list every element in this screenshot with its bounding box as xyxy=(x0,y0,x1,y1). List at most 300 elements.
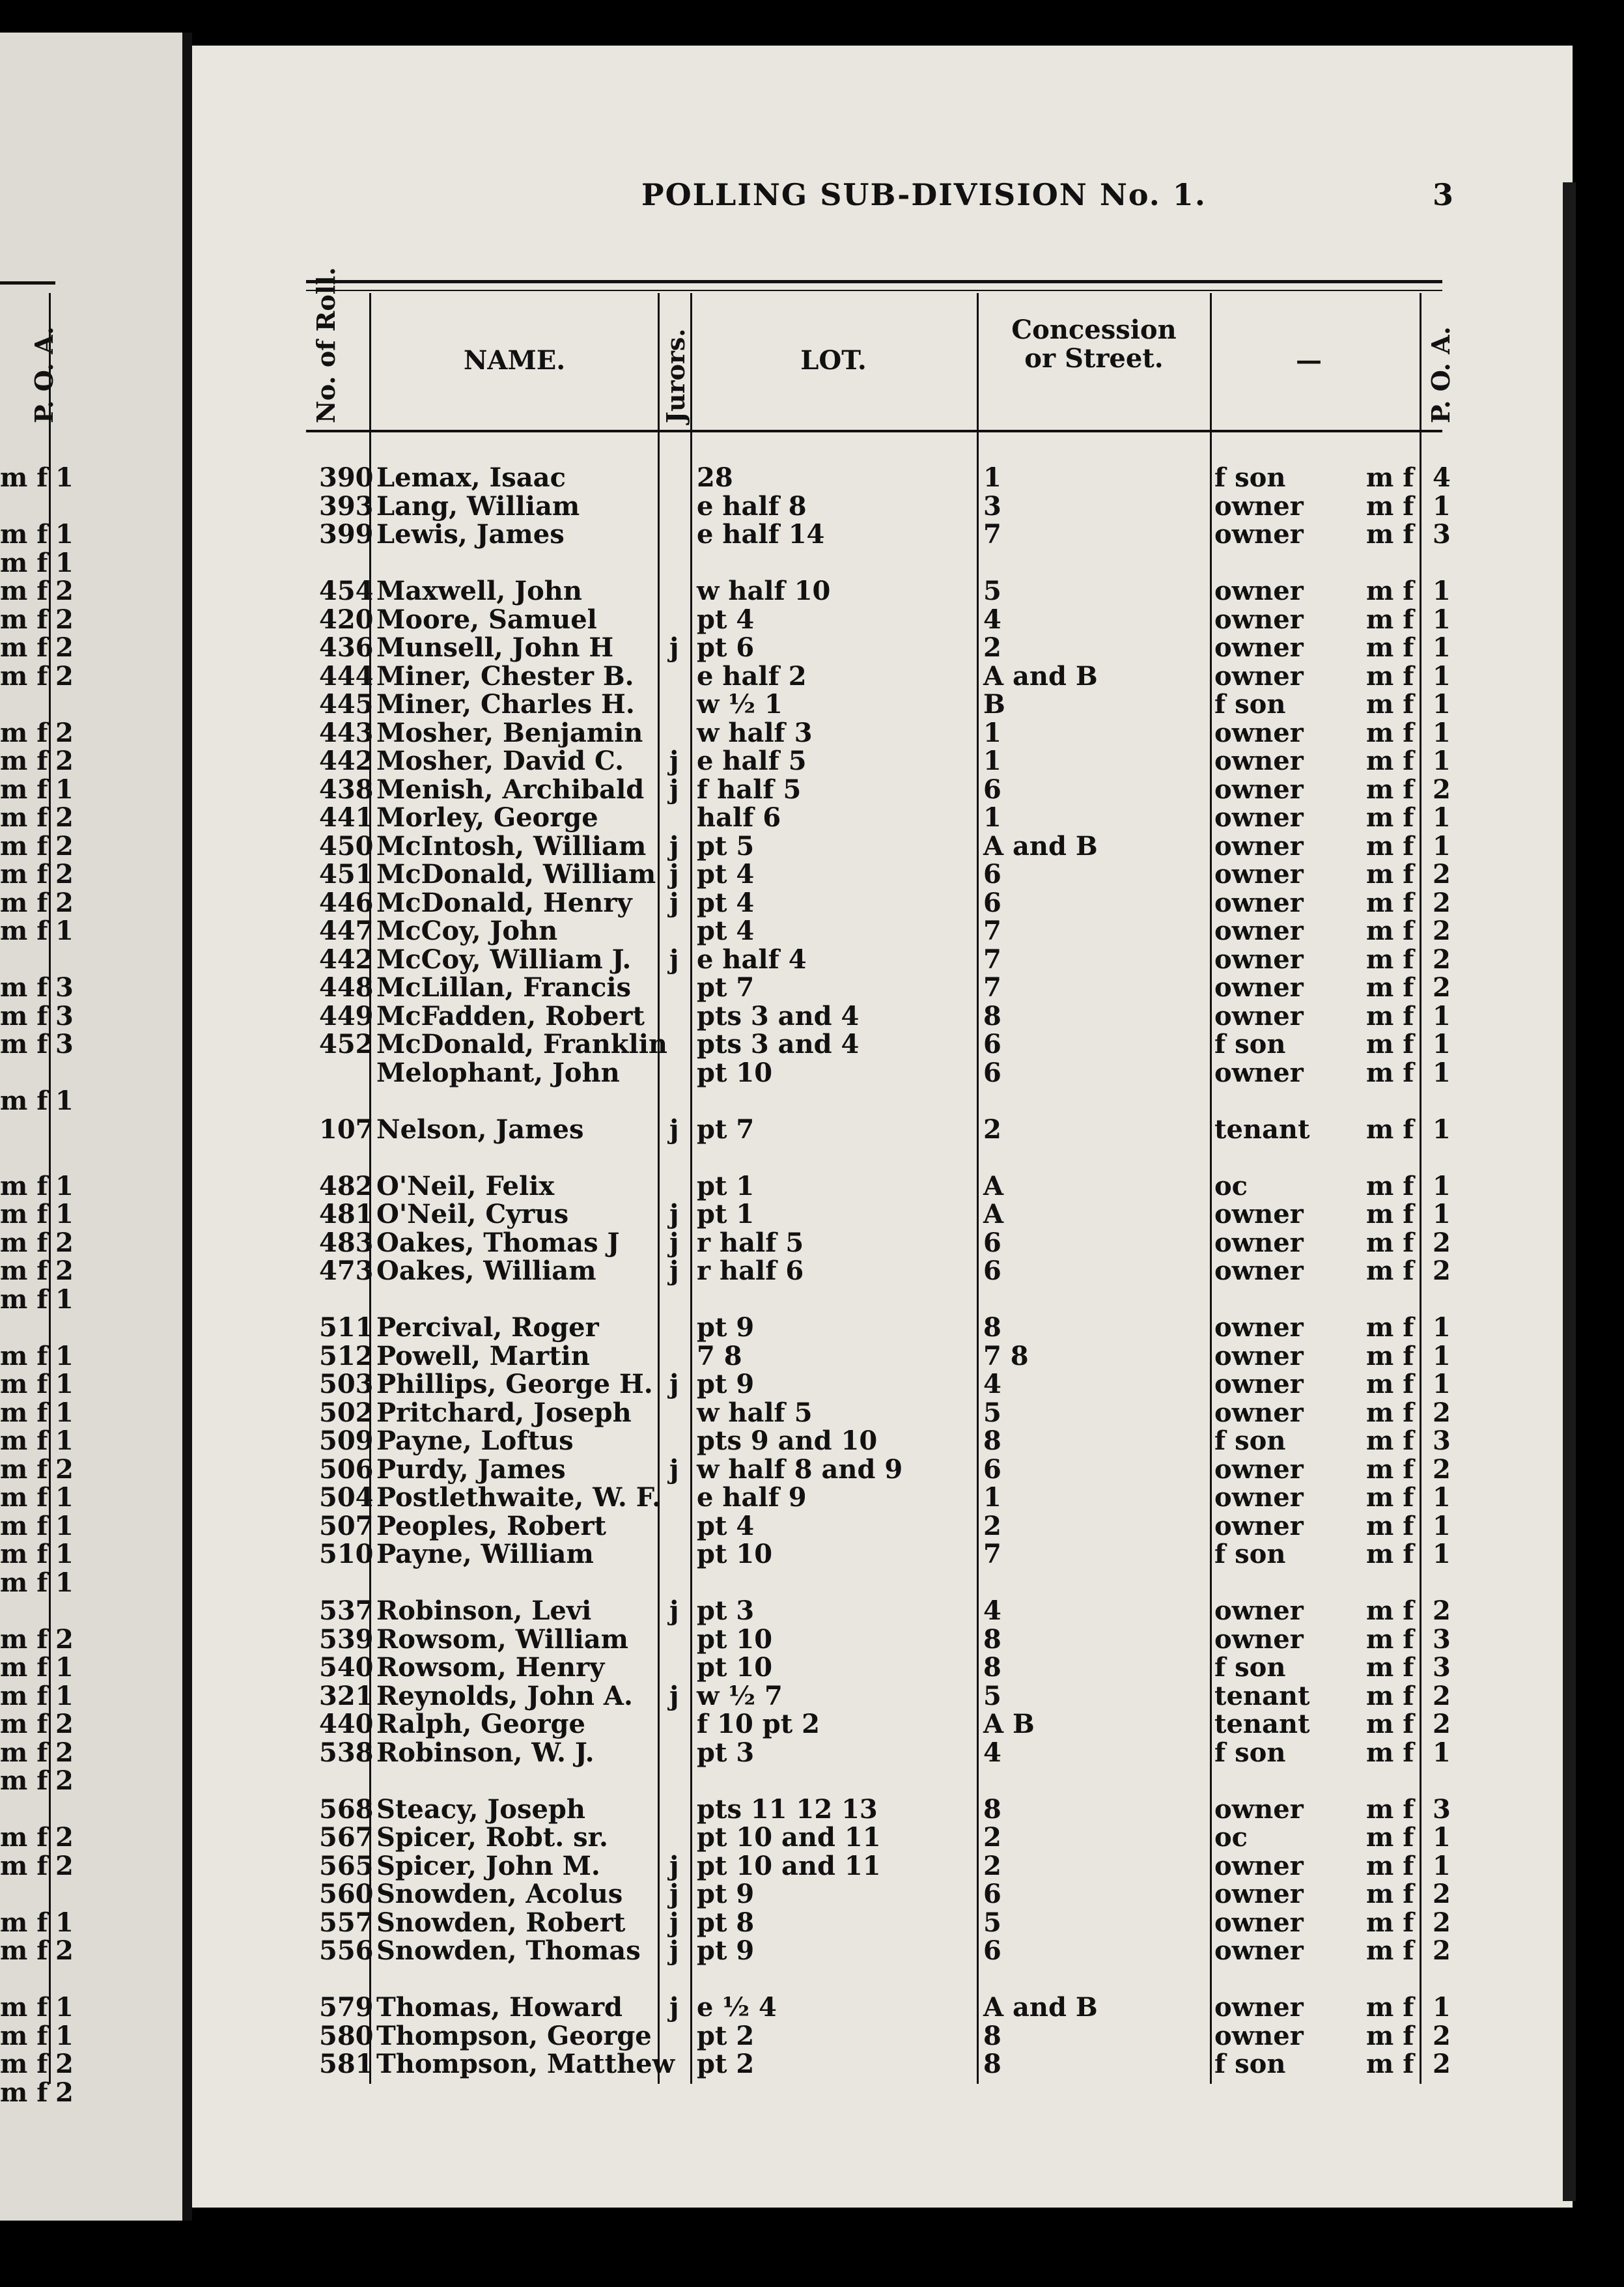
juror-mark: j xyxy=(669,774,679,805)
sex: m f xyxy=(1366,1623,1414,1655)
sex: m f xyxy=(1366,1652,1414,1683)
juror-mark: j xyxy=(669,859,679,890)
voter-row xyxy=(0,577,1624,605)
roll-number: 510 xyxy=(319,1539,374,1569)
voter-row xyxy=(0,2022,1624,2050)
concession: 6 xyxy=(983,1935,1001,1966)
voter-row xyxy=(0,1030,1624,1058)
roll-number: 502 xyxy=(319,1397,374,1428)
concession: A xyxy=(983,1170,1004,1201)
sex: m f xyxy=(1366,1057,1414,1088)
voter-name: McLillan, Francis xyxy=(376,972,632,1003)
poa-number: 1 xyxy=(1433,1822,1451,1853)
lot: pt 9 xyxy=(697,1369,755,1399)
poa-number: 1 xyxy=(1433,660,1451,692)
lot: pt 4 xyxy=(697,859,755,890)
voter-name: Payne, Loftus xyxy=(376,1425,574,1456)
sex: m f xyxy=(1366,1425,1414,1456)
lot: pt 7 xyxy=(697,1114,755,1145)
top-rule xyxy=(306,280,1442,283)
left-page-row xyxy=(0,1483,182,1511)
poa-number: 1 xyxy=(1433,1369,1451,1399)
left-sex: m f xyxy=(0,1567,48,1598)
juror-mark: j xyxy=(669,1227,679,1258)
voter-name: Thompson, Matthew xyxy=(376,2049,675,2079)
poa-number: 3 xyxy=(1433,1623,1451,1655)
lot: r half 5 xyxy=(697,1227,804,1258)
concession: 8 xyxy=(983,1425,1001,1456)
status: owner xyxy=(1214,490,1304,522)
status: tenant xyxy=(1214,1680,1310,1711)
concession: 2 xyxy=(983,1850,1001,1881)
poa-number: 1 xyxy=(1433,1000,1451,1031)
status: owner xyxy=(1214,1510,1304,1541)
voter-row xyxy=(0,464,1624,492)
status: owner xyxy=(1214,1199,1304,1229)
roll-number: 507 xyxy=(319,1510,374,1541)
sex: m f xyxy=(1366,519,1414,550)
concession: A and B xyxy=(983,660,1098,692)
sex: m f xyxy=(1366,859,1414,890)
sex: m f xyxy=(1366,1369,1414,1399)
concession: 4 xyxy=(983,604,1001,635)
lot: pt 9 xyxy=(697,1312,755,1343)
left-sex: m f xyxy=(0,1369,48,1399)
header-bottom-rule xyxy=(306,430,1442,432)
status: owner xyxy=(1214,717,1304,748)
left-poa-number: 3 xyxy=(55,1029,74,1059)
left-sex: m f xyxy=(0,916,48,946)
left-sex: m f xyxy=(0,774,48,805)
roll-number: 509 xyxy=(319,1425,374,1456)
status: f son xyxy=(1214,1737,1286,1768)
voter-name: Munsell, John H xyxy=(376,632,614,663)
sex: m f xyxy=(1366,774,1414,805)
voter-name: Moore, Samuel xyxy=(376,604,597,635)
left-page-row xyxy=(0,1455,182,1483)
voter-row xyxy=(0,634,1624,662)
col-header-dash: — xyxy=(1296,345,1322,376)
voter-name: Robinson, Levi xyxy=(376,1595,592,1626)
roll-number: 449 xyxy=(319,1000,374,1031)
left-sex: m f xyxy=(0,1822,48,1853)
lot: pt 10 xyxy=(697,1539,773,1569)
sex: m f xyxy=(1366,462,1414,493)
lot: f half 5 xyxy=(697,774,802,805)
voter-name: Lewis, James xyxy=(376,519,565,550)
status: owner xyxy=(1214,1482,1304,1513)
sex: m f xyxy=(1366,689,1414,720)
voter-row xyxy=(0,974,1624,1002)
juror-mark: j xyxy=(669,1879,679,1909)
left-poa-number: 2 xyxy=(55,1227,74,1258)
concession: 6 xyxy=(983,887,1001,918)
voter-row xyxy=(0,1399,1624,1427)
status: owner xyxy=(1214,746,1304,776)
left-poa-number: 2 xyxy=(55,1737,74,1768)
lot: pts 11 12 13 xyxy=(697,1793,878,1825)
voter-name: Purdy, James xyxy=(376,1453,566,1485)
left-sex: m f xyxy=(0,2020,48,2051)
poa-number: 2 xyxy=(1433,859,1451,890)
left-poa-number: 1 xyxy=(55,1567,74,1598)
roll-number: 445 xyxy=(319,689,374,720)
left-sex: m f xyxy=(0,1680,48,1711)
voter-name: Reynolds, John A. xyxy=(376,1680,633,1711)
sex: m f xyxy=(1366,972,1414,1003)
status: owner xyxy=(1214,1793,1304,1825)
concession: 4 xyxy=(983,1737,1001,1768)
concession: 8 xyxy=(983,2020,1001,2051)
page-number: 3 xyxy=(1433,177,1454,212)
poa-number: 3 xyxy=(1433,519,1451,550)
status: oc xyxy=(1214,1170,1248,1201)
lot: pt 4 xyxy=(697,887,755,918)
voter-name: McDonald, Franklin xyxy=(376,1029,667,1059)
left-poa-number: 1 xyxy=(55,1369,74,1399)
left-page-row xyxy=(0,889,182,917)
juror-mark: j xyxy=(669,1935,679,1966)
voter-name: Powell, Martin xyxy=(376,1340,590,1371)
voter-name: O'Neil, Felix xyxy=(376,1170,555,1201)
concession: 6 xyxy=(983,1029,1001,1059)
roll-number: 538 xyxy=(319,1737,374,1768)
voter-row xyxy=(0,1427,1624,1455)
concession: 2 xyxy=(983,1114,1001,1145)
left-poa-number: 3 xyxy=(55,1000,74,1031)
poa-number: 1 xyxy=(1433,632,1451,663)
status: tenant xyxy=(1214,1114,1310,1145)
left-poa-number: 2 xyxy=(55,2049,74,2079)
status: owner xyxy=(1214,1000,1304,1031)
concession: 2 xyxy=(983,1822,1001,1853)
status: owner xyxy=(1214,887,1304,918)
voter-row xyxy=(0,1200,1624,1228)
lot: pt 4 xyxy=(697,1510,755,1541)
status: owner xyxy=(1214,1340,1304,1371)
left-page-row xyxy=(0,1087,182,1115)
left-page-row xyxy=(0,1427,182,1455)
voter-row xyxy=(0,946,1624,974)
voter-row xyxy=(0,889,1624,917)
status: owner xyxy=(1214,519,1304,550)
lot: w half 10 xyxy=(697,576,831,606)
status: owner xyxy=(1214,1227,1304,1258)
juror-mark: j xyxy=(669,1850,679,1881)
sex: m f xyxy=(1366,1539,1414,1569)
poa-number: 1 xyxy=(1433,576,1451,606)
page-title: POLLING SUB-DIVISION No. 1. xyxy=(641,177,1207,212)
left-page-row xyxy=(0,464,182,492)
poa-number: 4 xyxy=(1433,462,1451,493)
roll-number: 454 xyxy=(319,576,374,606)
left-page-row xyxy=(0,1739,182,1767)
left-sex: m f xyxy=(0,1652,48,1683)
sex: m f xyxy=(1366,1793,1414,1825)
status: tenant xyxy=(1214,1709,1310,1739)
left-page-row xyxy=(0,2079,182,2107)
left-sex: m f xyxy=(0,1425,48,1456)
voter-name: Pritchard, Joseph xyxy=(376,1397,632,1428)
sex: m f xyxy=(1366,1312,1414,1343)
voter-name: Nelson, James xyxy=(376,1114,584,1145)
status: owner xyxy=(1214,1312,1304,1343)
sex: m f xyxy=(1366,887,1414,918)
poa-number: 2 xyxy=(1433,887,1451,918)
voter-row xyxy=(0,776,1624,804)
left-page-row xyxy=(0,520,182,548)
poa-number: 1 xyxy=(1433,604,1451,635)
voter-row xyxy=(0,1852,1624,1880)
juror-mark: j xyxy=(669,1199,679,1229)
poa-number: 2 xyxy=(1433,1935,1451,1966)
lot: pt 3 xyxy=(697,1737,755,1768)
page-header xyxy=(0,177,1624,223)
voter-name: McFadden, Robert xyxy=(376,1000,645,1031)
concession: 2 xyxy=(983,632,1001,663)
status: f son xyxy=(1214,1425,1286,1456)
voter-row xyxy=(0,662,1624,690)
sex: m f xyxy=(1366,1935,1414,1966)
voter-row xyxy=(0,1823,1624,1851)
poa-number: 2 xyxy=(1433,1879,1451,1909)
lot: pt 3 xyxy=(697,1595,755,1626)
poa-number: 1 xyxy=(1433,1737,1451,1768)
status: f son xyxy=(1214,1029,1286,1059)
left-page-row xyxy=(0,2050,182,2078)
voter-row xyxy=(0,1059,1624,1087)
lot: pts 9 and 10 xyxy=(697,1425,878,1456)
left-sex: m f xyxy=(0,1935,48,1966)
left-page-row xyxy=(0,804,182,832)
voter-name: McDonald, William xyxy=(376,859,656,890)
poa-number: 1 xyxy=(1433,802,1451,833)
lot: pt 10 xyxy=(697,1623,773,1655)
roll-number: 393 xyxy=(319,490,374,522)
lot: pt 4 xyxy=(697,604,755,635)
voter-row xyxy=(0,1002,1624,1030)
poa-number: 2 xyxy=(1433,1595,1451,1626)
voter-row xyxy=(0,1540,1624,1568)
poa-number: 1 xyxy=(1433,1114,1451,1145)
status: f son xyxy=(1214,689,1286,720)
sex: m f xyxy=(1366,1992,1414,2023)
concession: 8 xyxy=(983,1793,1001,1825)
sex: m f xyxy=(1366,1000,1414,1031)
lot: r half 6 xyxy=(697,1256,804,1286)
sex: m f xyxy=(1366,746,1414,776)
concession: 4 xyxy=(983,1595,1001,1626)
left-page-row xyxy=(0,974,182,1002)
lot: e ½ 4 xyxy=(697,1992,777,2023)
roll-number: 481 xyxy=(319,1199,374,1229)
left-sex: m f xyxy=(0,1623,48,1655)
status: owner xyxy=(1214,1256,1304,1286)
left-sex: m f xyxy=(0,1397,48,1428)
voter-name: Melophant, John xyxy=(376,1057,620,1088)
lot: e half 2 xyxy=(697,660,807,692)
concession: 6 xyxy=(983,1227,1001,1258)
voter-row xyxy=(0,1172,1624,1200)
voter-row xyxy=(0,1313,1624,1341)
left-poa-number: 1 xyxy=(55,2020,74,2051)
voter-row xyxy=(0,1455,1624,1483)
left-page-row xyxy=(0,577,182,605)
roll-number: 503 xyxy=(319,1369,374,1399)
roll-number: 450 xyxy=(319,830,374,862)
roll-number: 511 xyxy=(319,1312,374,1343)
concession: 7 xyxy=(983,916,1001,946)
juror-mark: j xyxy=(669,632,679,663)
lot: pt 2 xyxy=(697,2020,755,2051)
left-poa-number: 1 xyxy=(55,1539,74,1569)
concession: 8 xyxy=(983,2049,1001,2079)
concession: B xyxy=(983,689,1005,720)
sex: m f xyxy=(1366,1850,1414,1881)
sex: m f xyxy=(1366,1595,1414,1626)
voter-row xyxy=(0,1483,1624,1511)
left-page-row xyxy=(0,662,182,690)
poa-number: 2 xyxy=(1433,1680,1451,1711)
left-page-rule xyxy=(0,281,55,285)
sex: m f xyxy=(1366,1340,1414,1371)
concession: 1 xyxy=(983,1482,1001,1513)
left-col-header-poa: P. O. A. xyxy=(29,326,59,423)
voter-name: O'Neil, Cyrus xyxy=(376,1199,569,1229)
juror-mark: j xyxy=(669,830,679,862)
col-header-name: NAME. xyxy=(463,345,566,376)
status: owner xyxy=(1214,632,1304,663)
sex: m f xyxy=(1366,490,1414,522)
left-sex: m f xyxy=(0,519,48,550)
left-sex: m f xyxy=(0,1737,48,1768)
voter-row xyxy=(0,1115,1624,1144)
lot: e half 5 xyxy=(697,746,807,776)
concession: 7 xyxy=(983,972,1001,1003)
voter-row xyxy=(0,917,1624,945)
left-page-row xyxy=(0,1512,182,1540)
left-page-row xyxy=(0,1625,182,1653)
voter-name: Percival, Roger xyxy=(376,1312,599,1343)
roll-number: 447 xyxy=(319,916,374,946)
poa-number: 2 xyxy=(1433,1709,1451,1739)
left-page-row xyxy=(0,747,182,775)
lot: pt 10 xyxy=(697,1057,773,1088)
roll-number: 482 xyxy=(319,1170,374,1201)
left-sex: m f xyxy=(0,1907,48,1938)
voter-name: McIntosh, William xyxy=(376,830,647,862)
col-header-jurors: Jurors. xyxy=(661,328,690,423)
status: owner xyxy=(1214,1623,1304,1655)
top-rule-thin xyxy=(306,290,1442,291)
left-sex: m f xyxy=(0,972,48,1003)
status: owner xyxy=(1214,1369,1304,1399)
status: owner xyxy=(1214,1595,1304,1626)
roll-number: 444 xyxy=(319,660,374,692)
left-poa-number: 1 xyxy=(55,1907,74,1938)
lot: half 6 xyxy=(697,802,781,833)
lot: e half 8 xyxy=(697,490,807,522)
left-sex: m f xyxy=(0,1340,48,1371)
lot: w half 3 xyxy=(697,717,813,748)
lot: pt 4 xyxy=(697,916,755,946)
status: owner xyxy=(1214,1935,1304,1966)
sex: m f xyxy=(1366,1170,1414,1201)
roll-number: 441 xyxy=(319,802,374,833)
poa-number: 2 xyxy=(1433,944,1451,975)
voter-name: Lang, William xyxy=(376,490,580,522)
status: owner xyxy=(1214,859,1304,890)
status: owner xyxy=(1214,774,1304,805)
status: owner xyxy=(1214,830,1304,862)
status: f son xyxy=(1214,462,1286,493)
left-poa-number: 2 xyxy=(55,859,74,890)
voter-row xyxy=(0,1257,1624,1285)
voter-name: Steacy, Joseph xyxy=(376,1793,585,1825)
status: f son xyxy=(1214,2049,1286,2079)
left-sex: m f xyxy=(0,1086,48,1116)
left-poa-number: 2 xyxy=(55,660,74,692)
voter-row xyxy=(0,520,1624,548)
roll-number: 567 xyxy=(319,1822,374,1853)
voter-row xyxy=(0,1653,1624,1681)
left-sex: m f xyxy=(0,1170,48,1201)
status: owner xyxy=(1214,1907,1304,1938)
left-poa-number: 2 xyxy=(55,576,74,606)
poa-number: 1 xyxy=(1433,717,1451,748)
left-poa-number: 2 xyxy=(55,1850,74,1881)
left-sex: m f xyxy=(0,547,48,578)
voter-row xyxy=(0,1710,1624,1738)
left-poa-number: 1 xyxy=(55,1086,74,1116)
roll-number: 107 xyxy=(319,1114,374,1145)
voter-row xyxy=(0,1937,1624,1965)
concession: A and B xyxy=(983,1992,1098,2023)
voter-name: Snowden, Thomas xyxy=(376,1935,641,1966)
lot: e half 4 xyxy=(697,944,807,975)
lot: w ½ 1 xyxy=(697,689,783,720)
concession: 6 xyxy=(983,774,1001,805)
sex: m f xyxy=(1366,1482,1414,1513)
left-sex: m f xyxy=(0,1850,48,1881)
left-sex: m f xyxy=(0,830,48,862)
roll-number: 540 xyxy=(319,1652,374,1683)
lot: e half 9 xyxy=(697,1482,807,1513)
left-poa-number: 2 xyxy=(55,632,74,663)
juror-mark: j xyxy=(669,944,679,975)
poa-number: 1 xyxy=(1433,1850,1451,1881)
lot: pts 3 and 4 xyxy=(697,1029,860,1059)
left-page-row xyxy=(0,1172,182,1200)
left-sex: m f xyxy=(0,660,48,692)
poa-number: 1 xyxy=(1433,1029,1451,1059)
roll-number: 560 xyxy=(319,1879,374,1909)
left-poa-number: 1 xyxy=(55,1425,74,1456)
left-poa-number: 1 xyxy=(55,462,74,493)
left-sex: m f xyxy=(0,746,48,776)
lot: f 10 pt 2 xyxy=(697,1709,820,1739)
voter-row xyxy=(0,1682,1624,1710)
lot: pt 5 xyxy=(697,830,755,862)
status: owner xyxy=(1214,1850,1304,1881)
sex: m f xyxy=(1366,632,1414,663)
left-page-row xyxy=(0,1342,182,1370)
voter-name: Phillips, George H. xyxy=(376,1369,653,1399)
left-page-row xyxy=(0,1285,182,1313)
left-page-row xyxy=(0,1993,182,2021)
concession: 1 xyxy=(983,802,1001,833)
voter-name: Thompson, George xyxy=(376,2020,652,2051)
